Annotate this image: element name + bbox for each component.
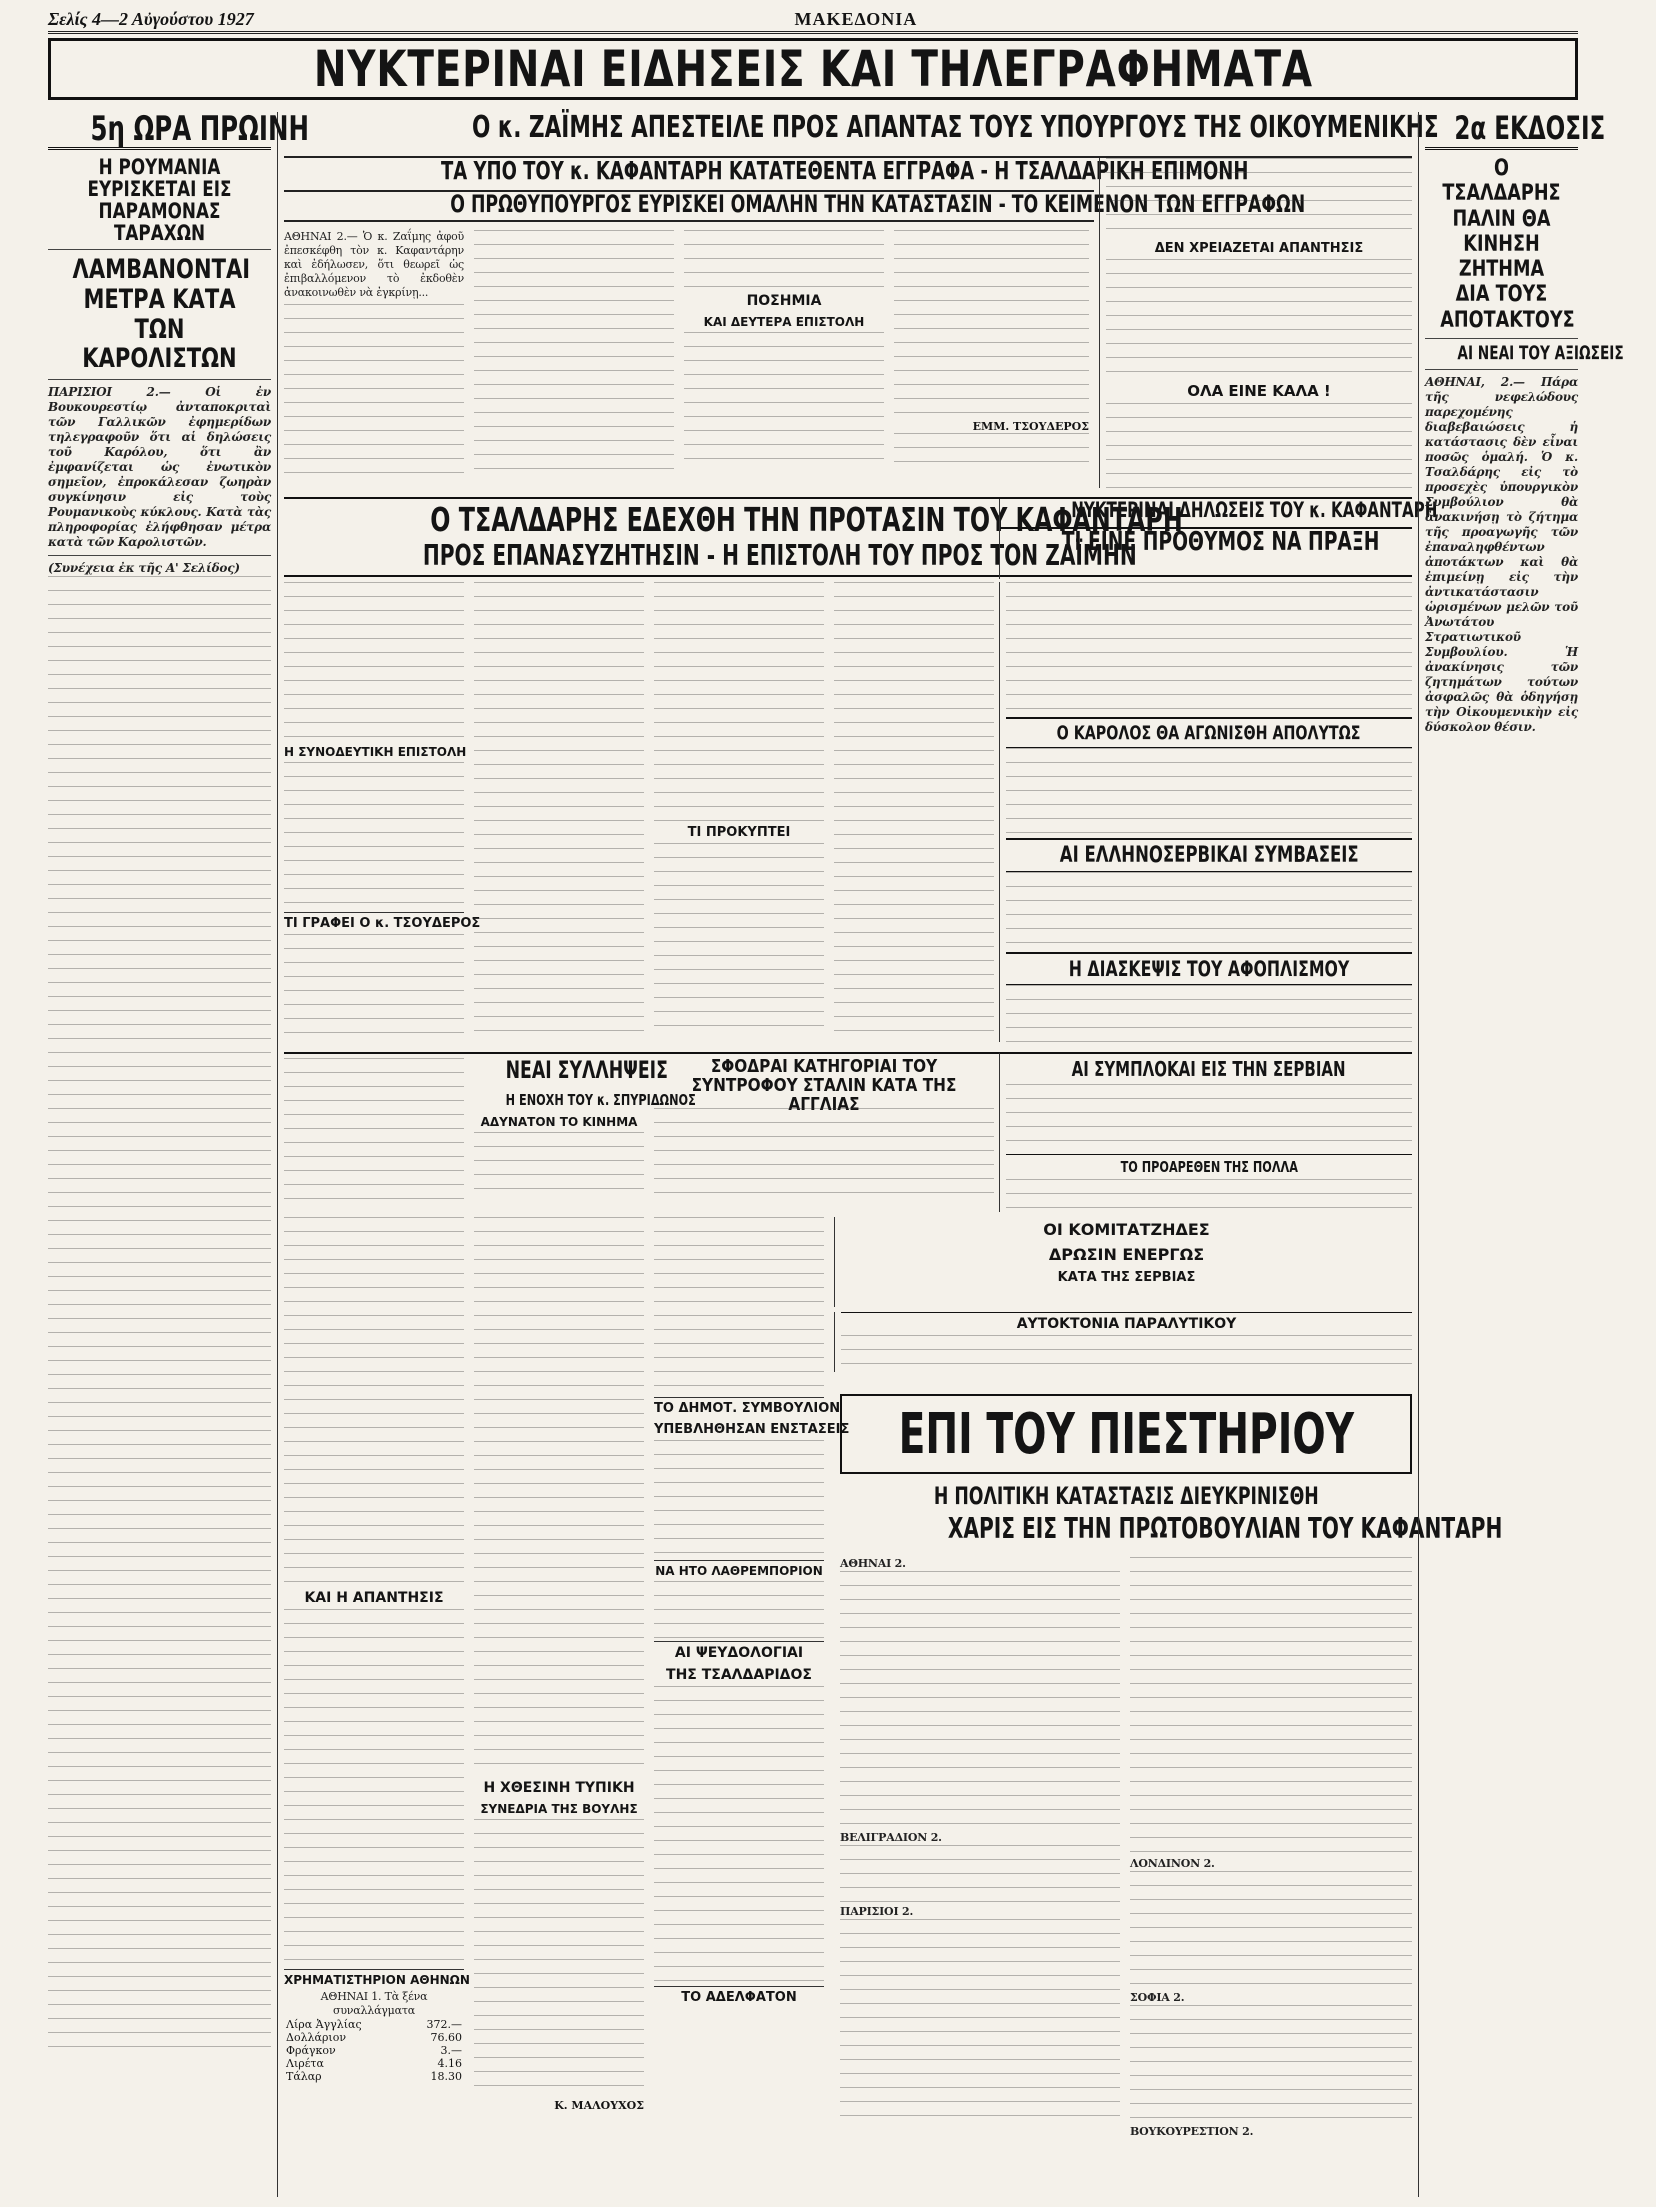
brotherhood-heading: ΤΟ ΑΔΕΛΦΑΤΟΝ: [654, 1986, 824, 2008]
paris-dateline: ΠΑΡΙΣΙΟΙ 2.: [840, 1905, 914, 1918]
exchange-rate: 3.—: [440, 2044, 462, 2057]
continued-note: (Συνέχεια ἐκ τῆς Α' Σελίδος): [48, 560, 240, 575]
suicide-heading: ΑΥΤΟΚΤΟΝΙΑ ΠΑΡΑΛΥΤΙΚΟΥ: [841, 1312, 1412, 1335]
masthead: [48, 38, 1578, 100]
objections-heading: ΥΠΕΒΛΗΘΗΣΑΝ ΕΝΣΤΑΣΕΙΣ: [654, 1422, 850, 1437]
exchange-table: [284, 2018, 464, 2083]
page-topbar: [48, 8, 1578, 34]
zaimis-lead-text: ΑΘΗΝΑΙ 2.— Ὁ κ. Ζαΐμης ἀφοῦ ἐπεσκέφθη τὸν κ. Καφαντάρην καὶ ἐδήλωσεν, ὅτι θεωρεῖ ὡς ἐπιβαλλόμενον τὸ ἐκδοθὲν ἀνακοινωθὲν νὰ ἐγκρίνῃ...: [284, 230, 464, 299]
tsaldaris-lies-heading: ΤΗΣ ΤΣΑΛΔΑΡΙΔΟΣ: [666, 1667, 812, 1683]
right-lead-text: ΑΘΗΝΑΙ, 2.— Πάρα τῆς νεφελώδους παρεχομένης διαβεβαιώσεις ἡ κατάστασις δὲν εἶναι ποσῶς ὁμαλή. Ὁ κ. Τσαλδάρης εἰς τὸ προσεχὲς ὑπουργικὸν Συμβούλιον θὰ ἀνακινήσῃ τὸ ζήτημα τῆς προαγωγῆς τῶν ἐπαναληφθέντων ἀποτάκτων καὶ θὰ ἐπιμείνῃ εἰς τὴν ἀντικατάστασιν ὡρισμένων μελῶν τοῦ Ἀνωτάτου Στρατιωτικοῦ Συμβουλίου. Ἡ ἀνακίνησις τῶν ζητημάτων τούτων ἀσφαλῶς θὰ ὁδηγήσῃ τὴν Οἰκουμενικὴν εἰς δύσκολον θέσιν.: [1425, 375, 1578, 735]
right-headline: Ο ΤΣΑΛΔΑΡΗΣ ΠΑΛΙΝ ΘΑ ΚΙΝΗΣΗ ΖΗΤΗΜΑ ΔΙΑ ΤΟΥΣ ΑΠΟΤΑΚΤΟΥΣ: [1440, 156, 1575, 333]
hellenoserbian-heading: ΑΙ ΕΛΛΗΝΟΣΕΡΒΙΚΑΙ ΣΥΜΒΑΣΕΙΣ: [1006, 838, 1412, 872]
against-serbia-heading: ΚΑΤΑ ΤΗΣ ΣΕΡΒΙΑΣ: [1057, 1270, 1196, 1285]
exchange-currency: Τάλαρ: [286, 2070, 322, 2083]
exchange-row: [284, 2044, 464, 2057]
exchange-row: [284, 2057, 464, 2070]
page-date: Σελίς 4—2 Αὐγούστου 1927: [48, 9, 254, 29]
willing-to-do-heading: ΤΙ ΕΙΝΕ ΠΡΟΘΥΜΟΣ ΝΑ ΠΡΑΞΗ: [1061, 527, 1380, 557]
right-column: [1418, 109, 1624, 2197]
tsouderos-writes-heading: ΤΙ ΓΡΑΦΕΙ Ο κ. ΤΣΟΥΔΕΡΟΣ: [284, 912, 464, 934]
exchange-currency: Φράγκον: [286, 2044, 336, 2057]
tsaldaris-letter-banner: ΠΡΟΣ ΕΠΑΝΑΣΥΖΗΤΗΣΙΝ - Η ΕΠΙΣΤΟΛΗ ΤΟΥ ΠΡΟΣ ΤΟΝ ΖΑΪΜΗΝ: [422, 539, 1137, 572]
belgrade-dateline: ΒΕΛΙΓΡΑΔΙΟΝ 2.: [840, 1831, 942, 1844]
coup-impossible-heading: ΑΔΥΝΑΤΟΝ ΤΟ ΚΙΝΗΜΑ: [480, 1115, 638, 1129]
malouchos-signature: Κ. ΜΑΛΟΥΧΟΣ: [554, 2099, 644, 2112]
exchange-currency: Λιρέτα: [286, 2057, 324, 2070]
sessional-heading: Η ΧΘΕΣΙΝΗ ΤΥΠΙΚΗ: [483, 1780, 635, 1796]
london-dateline: ΛΟΝΔΙΝΟΝ 2.: [1130, 1857, 1215, 1870]
exchange-rate: 372.—: [426, 2018, 462, 2031]
stop-press-title: ΕΠΙ ΤΟΥ ΠΙΕΣΤΗΡΙΟΥ: [898, 1401, 1354, 1467]
what-results-heading: ΤΙ ΠΡΟΚΥΠΤΕΙ: [687, 825, 791, 840]
komitatzides-heading: ΟΙ ΚΟΜΙΤΑΤΖΗΔΕΣ: [1043, 1220, 1210, 1239]
exchange-row: [284, 2070, 464, 2083]
sofia-dateline: ΣΟΦΙΑ 2.: [1130, 1991, 1185, 2004]
polla-heading: ΤΟ ΠΡΟΑΡΕΘΕΝ ΤΗΣ ΠΟΛΛΑ: [1006, 1154, 1412, 1179]
tsouderos-signature: ΕΜΜ. ΤΣΟΥΔΕΡΟΣ: [972, 420, 1089, 433]
left-headline: Η ΡΟΥΜΑΝΙΑ ΕΥΡΙΣΚΕΤΑΙ ΕΙΣ ΠΑΡΑΜΟΝΑΣ ΤΑΡΑΧΩΝ: [87, 155, 232, 246]
section-early-edition: 5η ΩΡΑ ΠΡΩΙΝΗ: [48, 112, 271, 150]
exchange-currency: Λίρα Ἀγγλίας: [286, 2018, 362, 2031]
paper-name: ΜΑΚΕΔΟΝΙΑ: [794, 9, 918, 29]
parliament-session-heading: ΣΥΝΕΔΡΙΑ ΤΗΣ ΒΟΥΛΗΣ: [480, 1802, 638, 1816]
reply-heading: ΚΑΙ Η ΑΠΑΝΤΗΣΙΣ: [304, 1590, 444, 1606]
left-subheadline: ΛΑΜΒΑΝΟΝΤΑΙ ΜΕΤΡΑ ΚΑΤΑ ΤΩΝ ΚΑΡΟΛΙΣΤΩΝ: [72, 254, 251, 375]
masthead-title: ΝΥΚΤΕΡΙΝΑΙ ΕΙΔΗΣΕΙΣ ΚΑΙ ΤΗΛΕΓΡΑΦΗΜΑΤΑ: [313, 40, 1313, 98]
political-clarified-heading: Η ΠΟΛΙΤΙΚΗ ΚΑΤΑΣΤΑΣΙΣ ΔΙΕΥΚΡΙΝΙΣΘΗ: [933, 1482, 1319, 1510]
tsaldaris-accepted-banner: Ο ΤΣΑΛΔΑΡΗΣ ΕΔΕΧΘΗ ΤΗΝ ΠΡΟΤΑΣΙΝ ΤΟΥ ΚΑΦΑΝΤΑΡΗ: [430, 500, 1183, 539]
athens-dateline: ΑΘΗΝΑΙ 2.: [840, 1557, 906, 1570]
stop-press-box: [840, 1394, 1412, 1474]
exchange-row: [284, 2031, 464, 2044]
left-lead-text: ΠΑΡΙΣΙΟΙ 2.— Οἱ ἐν Βουκουρεστίῳ ἀνταποκριταὶ τῶν Γαλλικῶν ἐφημερίδων τηλεγραφοῦν ὅτι αἱ δηλώσεις τοῦ Καρόλου, ὅτι ἂν ἐμφανίζεται ὡς ἐνωτικὸν σημεῖον, ἐπροκάλεσαν ζωηρὰν συγκίνησιν εἰς τοὺς Ρουμανικοὺς κύκλους. Κατὰ τὰς πληροφορίας ἐλήφθησαν μέτρα κατὰ τῶν Καρολιστῶν.: [48, 384, 271, 549]
exchange-row: [284, 2018, 464, 2031]
kafantaris-night-statements: ΝΥΚΤΕΡΙΝΑΙ ΔΗΛΩΣΕΙΣ ΤΟΥ κ. ΚΑΦΑΝΤΑΡΗ: [1000, 499, 1412, 529]
second-edition-heading: 2α ΕΚΔΟΣΙΣ: [1425, 112, 1578, 150]
plots-serbia-heading: ΑΙ ΣΥΜΠΛΟΚΑΙ ΕΙΣ ΤΗΝ ΣΕΡΒΙΑΝ: [1072, 1057, 1346, 1081]
exchange-subheading: ΑΘΗΝΑΙ 1. Τὰ ξένα συναλλάγματα: [320, 1990, 428, 2017]
bucharest-dateline: ΒΟΥΚΟΥΡΕΣΤΙΟΝ 2.: [1130, 2125, 1254, 2138]
exchange-currency: Δολλάριον: [286, 2031, 347, 2044]
exchange-rate: 76.60: [430, 2031, 462, 2044]
smuggling-heading: ΝΑ ΗΤΟ ΛΑΘΡΕΜΠΟΡΙΟΝ: [654, 1560, 824, 1581]
spyridon-guilt-heading: Η ΕΝΟΧΗ ΤΟΥ κ. ΣΠΥΡΙΔΩΝΟΣ: [505, 1091, 696, 1109]
kafantaris-initiative-heading: ΧΑΡΙΣ ΕΙΣ ΤΗΝ ΠΡΩΤΟΒΟΥΛΙΑΝ ΤΟΥ ΚΑΦΑΝΤΑΡΗ: [947, 1512, 1503, 1545]
stalin-accusations-heading: ΣΦΟΔΡΑΙ ΚΑΤΗΓΟΡΙΑΙ ΤΟΥ ΣΥΝΤΡΟΦΟΥ ΣΤΑΛΙΝ ΚΑΤΑ ΤΗΣ ΑΓΓΛΙΑΣ: [691, 1056, 957, 1115]
covering-letter-heading: Η ΣΥΝΟΔΕΥΤΙΚΗ ΕΠΙΣΤΟΛΗ: [284, 745, 467, 759]
second-letter-heading: ΚΑΙ ΔΕΥΤΕΡΑ ΕΠΙΣΤΟΛΗ: [703, 315, 865, 329]
zaimis-headline: Ο κ. ΖΑΪΜΗΣ ΑΠΕΣΤΕΙΛΕ ΠΡΟΣ ΑΠΑΝΤΑΣ ΤΟΥΣ ΥΠΟΥΡΓΟΥΣ ΤΗΣ ΟΙΚΟΥΜΕΝΙΚΗΣ: [471, 110, 1439, 145]
kafantaris-documents-headline: ΤΑ ΥΠΟ ΤΟΥ κ. ΚΑΦΑΝΤΑΡΗ ΚΑΤΑΤΕΘΕΝΤΑ ΕΓΓΡΑΦΑ - Η ΤΣΑΛΔΑΡΙΚΗ ΕΠΙΜΟΝΗ: [440, 156, 1249, 185]
active-heading: ΔΡΩΣΙΝ ΕΝΕΡΓΩΣ: [1048, 1245, 1205, 1264]
no-reply-needed-heading: ΔΕΝ ΧΡΕΙΑΖΕΤΑΙ ΑΠΑΝΤΗΣΙΣ: [1154, 241, 1364, 256]
left-body-text: [48, 576, 271, 2056]
all-is-well-heading: ΟΛΑ ΕΙΝΕ ΚΑΛΑ !: [1187, 382, 1331, 400]
disarmament-heading: Η ΔΙΑΣΚΕΨΙΣ ΤΟΥ ΑΦΟΠΛΙΣΜΟΥ: [1006, 952, 1412, 985]
poshmia-heading: ΠΟΣΗΜΙΑ: [746, 293, 822, 309]
prime-minister-headline: Ο ΠΡΩΘΥΠΟΥΡΓΟΣ ΕΥΡΙΣΚΕΙ ΟΜΑΛΗΝ ΤΗΝ ΚΑΤΑΣΤΑΣΙΝ - ΤΟ ΚΕΙΜΕΝΟΝ ΤΩΝ ΕΓΓΡΑΦΩΝ: [284, 190, 1094, 222]
municipal-council-heading: ΤΟ ΔΗΜΟΤ. ΣΥΜΒΟΥΛΙΟΝ: [654, 1397, 824, 1419]
new-arrests-heading: ΝΕΑΙ ΣΥΛΛΗΨΕΙΣ: [505, 1056, 668, 1084]
right-subheadline: ΑΙ ΝΕΑΙ ΤΟΥ ΑΞΙΩΣΕΙΣ: [1457, 342, 1624, 365]
exchange-heading: ΧΡΗΜΑΤΙΣΤΗΡΙΟΝ ΑΘΗΝΩΝ: [284, 1969, 464, 1990]
lies-heading: ΑΙ ΨΕΥΔΟΛΟΓΙΑΙ: [654, 1641, 824, 1664]
exchange-rate: 18.30: [430, 2070, 462, 2083]
exchange-rate: 4.16: [437, 2057, 462, 2070]
karolos-heading: Ο ΚΑΡΟΛΟΣ ΘΑ ΑΓΩΝΙΣΘΗ ΑΠΟΛΥΤΩΣ: [1006, 717, 1412, 748]
